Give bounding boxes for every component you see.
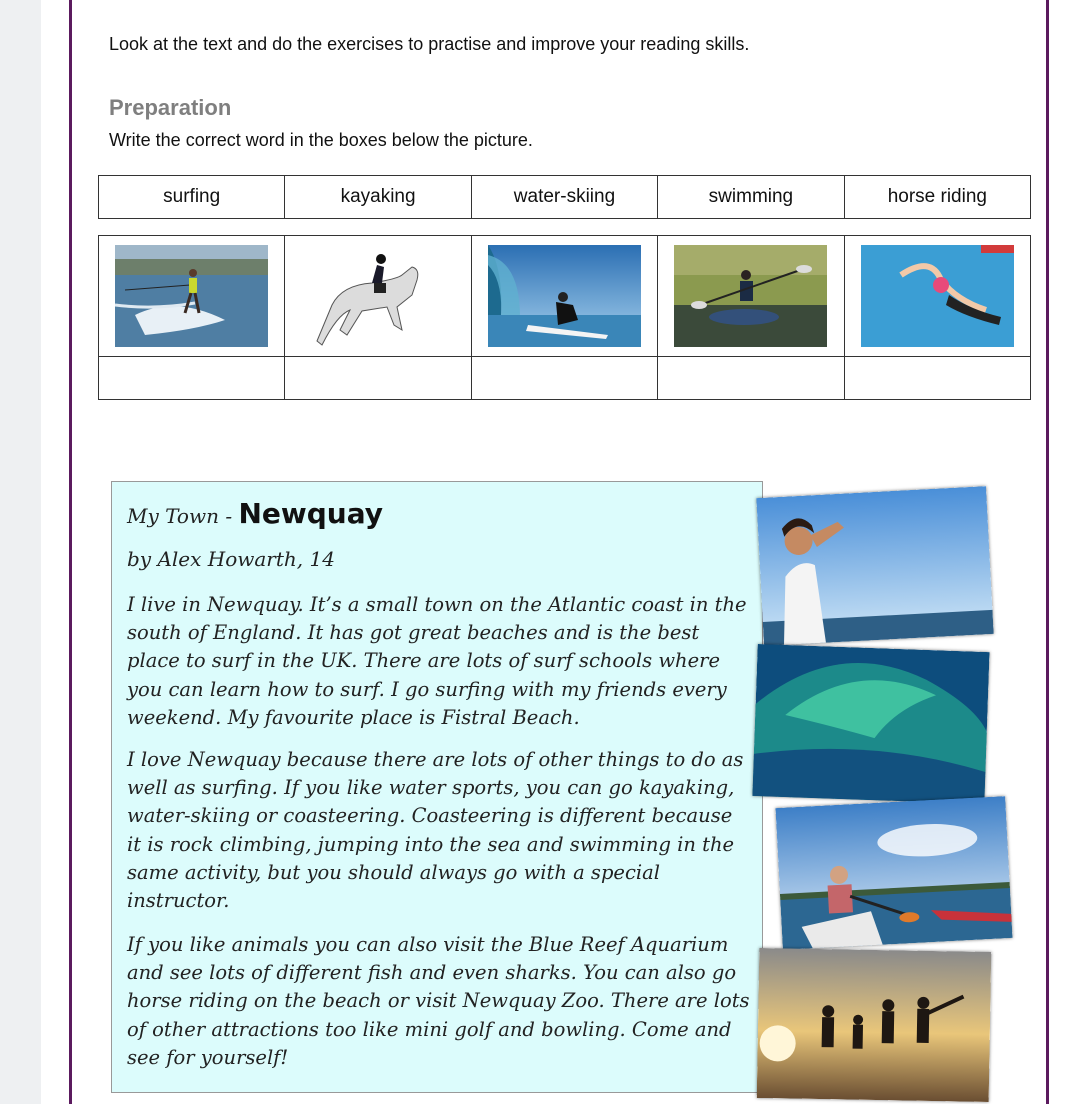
answer-box[interactable]: [285, 357, 471, 400]
picture-cell: [658, 236, 844, 357]
preparation-heading: Preparation: [109, 95, 232, 120]
word-cell: swimming: [658, 176, 845, 219]
people-jumping-on-beach-photo: [757, 948, 992, 1102]
picture-cell: [285, 236, 471, 357]
passage-byline: by Alex Howarth, 14: [127, 547, 335, 571]
horse-riding-photo: [302, 245, 455, 347]
passage-title-prefix: My Town -: [127, 504, 239, 528]
answer-box[interactable]: [471, 357, 657, 400]
word-cell: water-skiing: [471, 176, 657, 219]
word-table: [98, 175, 1031, 219]
passage-title: [127, 497, 757, 530]
water-skiing-photo: [115, 245, 268, 347]
answer-box[interactable]: [658, 357, 844, 400]
word-cell: surfing: [99, 176, 285, 219]
picture-cell: [471, 236, 657, 357]
wave-photo: [752, 644, 989, 804]
answer-box[interactable]: [844, 357, 1030, 400]
swimming-photo: [861, 245, 1014, 347]
word-cell: kayaking: [285, 176, 471, 219]
man-looking-at-sea-photo: [756, 486, 993, 646]
answer-box[interactable]: [99, 357, 285, 400]
preparation-instruction: Write the correct word in the boxes below the picture.: [109, 130, 533, 150]
surfing-photo: [488, 245, 641, 347]
passage-title-town: Newquay: [238, 497, 383, 530]
picture-cell: [844, 236, 1030, 357]
kayaking-photo: [674, 245, 827, 347]
picture-cell: [99, 236, 285, 357]
word-cell: horse riding: [844, 176, 1030, 219]
passage-paragraph-1: I live in Newquay. It’s a small town on the Atlantic coast in the south of England. It has got great beaches and is the best place to surf in the UK. There are lots of surf schools where you can learn how to surf. I go surfing with my friends every weekend. My favourite place is Fistral Beach.: [127, 593, 747, 729]
intro-text: Look at the text and do the exercises to practise and improve your reading skills.: [109, 34, 750, 54]
picture-table: [98, 235, 1031, 400]
passage-paragraph-2: I love Newquay because there are lots of other things to do as well as surfing. If you like water sports, you can go kayaking, water-skiing or coasteering. Coasteering is different because it is rock climbing, jumping into the sea and swimming in the same activity, but you should always go with a special instructor.: [127, 748, 744, 913]
kayaker-photo: [775, 796, 1012, 950]
passage-paragraph-3: If you like animals you can also visit the Blue Reef Aquarium and see lots of different fish and even sharks. You can also go horse riding on the beach or visit Newquay Zoo. There are lots of other attractions too like mini golf and bowling. Come and see for yourself!: [127, 933, 750, 1069]
